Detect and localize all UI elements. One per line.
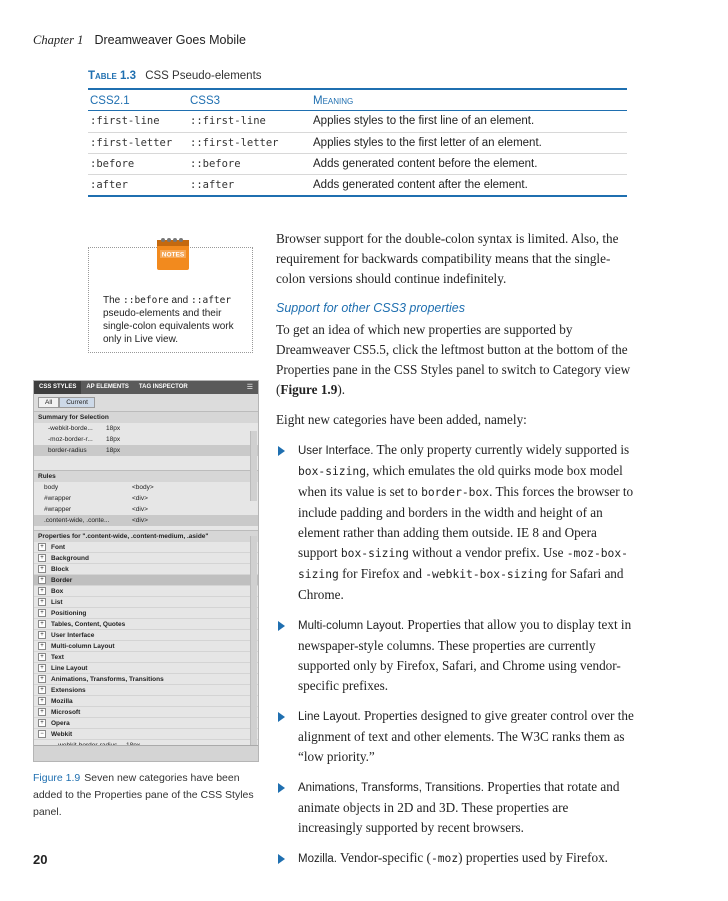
table-cell: :first-line [88, 111, 188, 132]
category-microsoft[interactable]: + Microsoft [34, 707, 258, 718]
tab-css-styles[interactable]: CSS STYLES [34, 381, 81, 394]
bullet-term: User Interface. [298, 445, 374, 457]
notepad-icon [154, 234, 192, 272]
category-line-layout[interactable]: + Line Layout [34, 663, 258, 674]
table-cell: :first-letter [88, 132, 188, 153]
section-heading: Support for other CSS3 properties [276, 301, 465, 315]
expand-icon[interactable]: + [38, 598, 46, 606]
bullet-item: Line Layout. Properties designed to give greater control over the alignment of text and other elements. The W3C ranks them as “low priority.” [276, 706, 636, 767]
table-cell: ::after [190, 178, 235, 191]
category-background[interactable]: + Background [34, 553, 258, 564]
inline-code: -moz-box-sizing [298, 547, 628, 581]
summary-spacer [34, 456, 258, 470]
notes-text: The ::before and ::after pseudo-elements and their single-colon equivalents work only in Live view. [103, 295, 234, 345]
category-webkit[interactable]: − Webkit [34, 729, 258, 740]
bullet-arrow-icon [278, 854, 285, 864]
panel-bottom-toolbar [34, 745, 258, 761]
running-header [33, 33, 246, 48]
table-caption [88, 70, 627, 82]
collapse-icon[interactable]: − [38, 730, 46, 738]
expand-icon[interactable]: + [38, 664, 46, 672]
inline-code: box-sizing [298, 465, 367, 478]
category-mozilla[interactable]: + Mozilla [34, 696, 258, 707]
rule-row[interactable]: .content-wide, .conte... <div> [34, 515, 258, 526]
tab-tag-inspector[interactable]: TAG INSPECTOR [138, 384, 188, 390]
rules-heading: Rules [34, 470, 258, 482]
page-number: 20 [33, 852, 48, 867]
table-cell: :before [88, 153, 188, 174]
category-block[interactable]: + Block [34, 564, 258, 575]
rule-row[interactable]: body <body> [44, 484, 154, 491]
view-toggle [34, 394, 258, 411]
inline-code: -webkit-box-sizing [425, 568, 548, 581]
css-styles-panel [33, 380, 259, 762]
table-header-row [88, 90, 627, 110]
table-title: CSS Pseudo-elements [145, 70, 262, 82]
inline-code: ::before [123, 295, 169, 306]
inline-code: box-sizing [340, 547, 409, 560]
expand-icon[interactable]: + [38, 554, 46, 562]
table-cell: ::first-line [188, 111, 311, 132]
category-positioning[interactable]: + Positioning [34, 608, 258, 619]
figure-reference: Figure 1.9 [280, 382, 338, 397]
current-button[interactable]: Current [59, 397, 95, 408]
summary-row[interactable]: border-radius 18px [34, 445, 258, 456]
table-cell: ::first-letter [188, 132, 311, 153]
pseudo-elements-table-block [88, 70, 627, 197]
table-cell: Adds generated content before the element. [311, 153, 627, 174]
table-cell: :after [90, 178, 128, 191]
expand-icon[interactable]: + [38, 565, 46, 573]
summary-row[interactable]: -webkit-borde... 18px [48, 425, 121, 432]
expand-icon[interactable]: + [38, 576, 46, 584]
figure-caption-text: Seven new categories have been added to the Properties pane of the CSS Styles panel. [33, 772, 254, 818]
table-row [88, 174, 627, 195]
pseudo-elements-table-body [88, 111, 627, 195]
category-box[interactable]: + Box [34, 586, 258, 597]
expand-icon[interactable]: + [38, 708, 46, 716]
inline-code: border-box [421, 486, 490, 499]
table-cell: Applies styles to the first letter of an element. [311, 132, 627, 153]
expand-icon[interactable]: + [38, 587, 46, 595]
category-animations[interactable]: + Animations, Transforms, Transitions [34, 674, 258, 685]
bullet-item: Animations, Transforms, Transitions. Properties that rotate and animate objects in 2D and 3D. These properties are increasingly supported by recent browsers. [276, 777, 636, 838]
column-header: Meaning [313, 95, 354, 107]
bullet-term: Animations, Transforms, Transitions. [298, 782, 484, 794]
expand-icon[interactable]: + [38, 631, 46, 639]
expand-icon[interactable]: + [38, 653, 46, 661]
table-cell: ::before [188, 153, 311, 174]
summary-row[interactable]: -moz-border-r... 18px [48, 436, 121, 443]
bullet-arrow-icon [278, 621, 285, 631]
panel-tab-bar [34, 381, 258, 394]
bullet-arrow-icon [278, 446, 285, 456]
inline-code: ::after [191, 295, 232, 306]
notes-callout [88, 247, 253, 353]
rule-row[interactable]: #wrapper <div> [44, 506, 148, 513]
body-text-column [276, 229, 636, 879]
expand-icon[interactable]: + [38, 620, 46, 628]
inline-code: -moz [430, 852, 459, 865]
table-cell: Applies styles to the first line of an element. [311, 111, 627, 132]
table-bottom-rule [88, 195, 627, 197]
bullet-item: Mozilla. Vendor-specific (-moz) properties used by Firefox. [276, 848, 636, 869]
expand-icon[interactable]: + [38, 675, 46, 683]
bullet-item: Multi-column Layout. Properties that allow you to display text in newspaper-style columns. These properties are currently supported only by Firefox, Safari, and Chrome using vendor-specific prefixes. [276, 615, 636, 696]
bullet-arrow-icon [278, 783, 285, 793]
paragraph: Eight new categories have been added, namely: [276, 412, 527, 427]
category-user-interface[interactable]: + User Interface [34, 630, 258, 641]
table-label: Table 1.3 [88, 70, 136, 82]
panel-menu-icon[interactable]: ☰ [246, 384, 253, 391]
figure-caption [33, 770, 263, 821]
table-cell: Adds generated content after the element. [313, 178, 528, 191]
category-extensions[interactable]: + Extensions [34, 685, 258, 696]
bullet-item: User Interface. The only property currently widely supported is box-sizing, which emulates the old quirks mode box model when its value is set to border-box. This forces the browser to include padding and borders in the width and height of an element rather than adding them outside. IE 8 and Opera support box-sizing without a vendor prefix. Use -moz-box-sizing for Firefox and -webkit-box-sizing for Safari and Chrome. [276, 440, 636, 605]
chapter-title: Dreamweaver Goes Mobile [94, 33, 246, 47]
expand-icon[interactable]: + [38, 642, 46, 650]
category-font[interactable]: + Font [34, 542, 258, 553]
all-button[interactable]: All [38, 397, 59, 408]
paragraph: Browser support for the double-colon syntax is limited. Also, the requirement for backwards compatibility means that the single-colon versions should continue indefinitely. [276, 231, 619, 286]
table-row [88, 132, 627, 153]
column-header: CSS2.1 [90, 95, 130, 107]
table-row [88, 111, 627, 132]
summary-heading: Summary for Selection [34, 411, 258, 423]
category-list[interactable]: + List [34, 597, 258, 608]
expand-icon[interactable]: + [38, 609, 46, 617]
paragraph: To get an idea of which new properties are supported by Dreamweaver CS5.5, click the leftmost button at the bottom of the Properties pane in the CSS Styles panel to switch to Category view (Figure 1.9). [276, 322, 631, 397]
table-row [88, 153, 627, 174]
category-multi-column[interactable]: + Multi-column Layout [34, 641, 258, 652]
expand-icon[interactable]: + [38, 686, 46, 694]
category-opera[interactable]: + Opera [34, 718, 258, 729]
bullet-arrow-icon [278, 712, 285, 722]
category-list [34, 542, 258, 762]
column-header: CSS3 [190, 95, 221, 107]
figure-label: Figure 1.9 [33, 772, 81, 784]
expand-icon[interactable]: + [38, 697, 46, 705]
rule-row[interactable]: #wrapper <div> [44, 495, 148, 502]
bullet-term: Line Layout. [298, 711, 361, 723]
pseudo-elements-table [88, 90, 627, 110]
category-tables[interactable]: + Tables, Content, Quotes [34, 619, 258, 630]
expand-icon[interactable]: + [38, 719, 46, 727]
notes-icon-label: NOTES [161, 251, 185, 259]
category-border[interactable]: + Border [34, 575, 258, 586]
bullet-term: Mozilla. [298, 853, 337, 865]
category-text[interactable]: + Text [34, 652, 258, 663]
summary-scrollbar[interactable] [250, 431, 257, 501]
bullet-term: Multi-column Layout. [298, 620, 405, 632]
properties-heading: Properties for ".content-wide, .content-medium, .aside" [34, 530, 258, 542]
properties-scrollbar[interactable] [250, 536, 257, 746]
chapter-label: Chapter 1 [33, 33, 84, 47]
tab-ap-elements[interactable]: AP ELEMENTS [86, 384, 129, 390]
expand-icon[interactable]: + [38, 543, 46, 551]
